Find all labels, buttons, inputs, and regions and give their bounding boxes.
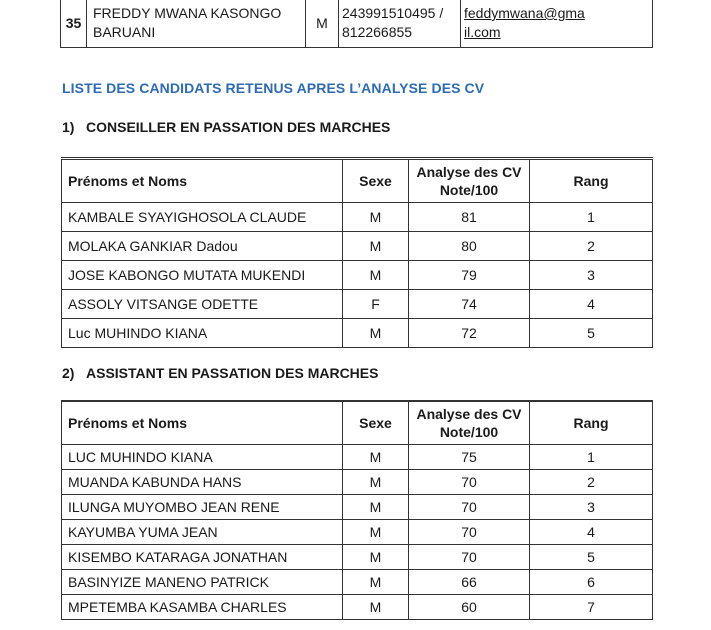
section-number: 1): [62, 119, 75, 135]
candidate-sexe: M: [343, 261, 409, 290]
candidate-rang: 5: [530, 545, 653, 570]
header-note: [409, 159, 530, 203]
header-sexe: Sexe: [343, 159, 409, 203]
phone-line: 812266855: [342, 24, 413, 40]
section-title: ASSISTANT EN PASSATION DES MARCHES: [86, 365, 379, 381]
header-rang: Rang: [530, 159, 653, 203]
candidate-sexe: M: [343, 570, 409, 595]
candidate-rang: 1: [530, 203, 653, 232]
candidate-name: ILUNGA MUYOMBO JEAN RENE: [62, 495, 343, 520]
candidate-rang: 1: [530, 445, 653, 470]
candidate-note: 70: [409, 470, 530, 495]
section-number: 2): [62, 365, 75, 381]
candidate-email[interactable]: [461, 0, 653, 48]
candidate-note: 75: [409, 445, 530, 470]
table-row: [62, 470, 653, 495]
candidate-rang: 3: [530, 261, 653, 290]
table-row: [62, 595, 653, 620]
candidate-rang: 7: [530, 595, 653, 620]
header-sexe: Sexe: [343, 401, 409, 445]
candidate-note: 81: [409, 203, 530, 232]
candidate-name: MOLAKA GANKIAR Dadou: [62, 232, 343, 261]
candidate-sexe: M: [343, 203, 409, 232]
candidate-name: [87, 0, 306, 48]
section-heading: [62, 119, 390, 135]
candidate-name: BASINYIZE MANENO PATRICK: [62, 570, 343, 595]
header-name: Prénoms et Noms: [62, 159, 343, 203]
candidate-name: KISEMBO KATARAGA JONATHAN: [62, 545, 343, 570]
header-name: Prénoms et Noms: [62, 401, 343, 445]
name-line: BARUANI: [93, 24, 156, 40]
header-note: [409, 401, 530, 445]
table-header-row: [62, 159, 653, 203]
table-header-row: [62, 401, 653, 445]
candidates-table-assistant: [61, 400, 653, 620]
candidate-sexe: M: [306, 0, 339, 48]
candidate-note: 70: [409, 545, 530, 570]
table-row: [62, 495, 653, 520]
name-line: FREDDY MWANA KASONGO: [93, 5, 282, 21]
section-title: CONSEILLER EN PASSATION DES MARCHES: [86, 119, 391, 135]
header-note-line: Note/100: [439, 182, 499, 198]
candidate-rang: 3: [530, 495, 653, 520]
candidate-note: 74: [409, 290, 530, 319]
section-heading: [62, 365, 378, 381]
candidate-sexe: M: [343, 495, 409, 520]
candidates-table-conseiller: [61, 157, 653, 348]
table-row: [62, 203, 653, 232]
candidate-sexe: M: [343, 545, 409, 570]
candidate-name: KAYUMBA YUMA JEAN: [62, 520, 343, 545]
email-line[interactable]: feddymwana@gma: [464, 5, 585, 21]
previous-candidates-table: [60, 0, 653, 48]
candidate-note: 70: [409, 495, 530, 520]
candidate-phone: [339, 0, 461, 48]
candidate-sexe: M: [343, 319, 409, 348]
candidate-note: 70: [409, 520, 530, 545]
table-row: [62, 545, 653, 570]
candidate-note: 66: [409, 570, 530, 595]
candidate-rang: 2: [530, 470, 653, 495]
table-row: [62, 261, 653, 290]
table-row: [62, 445, 653, 470]
candidate-name: JOSE KABONGO MUTATA MUKENDI: [62, 261, 343, 290]
header-note-line: Note/100: [439, 424, 499, 440]
candidate-rang: 2: [530, 232, 653, 261]
candidate-name: ASSOLY VITSANGE ODETTE: [62, 290, 343, 319]
table-row: [61, 0, 653, 48]
candidate-name: KAMBALE SYAYIGHOSOLA CLAUDE: [62, 203, 343, 232]
candidate-rang: 4: [530, 290, 653, 319]
row-number: 35: [61, 0, 87, 48]
candidate-note: 72: [409, 319, 530, 348]
candidate-name: MUANDA KABUNDA HANS: [62, 470, 343, 495]
candidate-sexe: M: [343, 520, 409, 545]
candidate-sexe: M: [343, 595, 409, 620]
candidate-rang: 5: [530, 319, 653, 348]
candidate-name: MPETEMBA KASAMBA CHARLES: [62, 595, 343, 620]
candidate-sexe: M: [343, 445, 409, 470]
candidate-rang: 6: [530, 570, 653, 595]
table-row: [62, 232, 653, 261]
table-row: [62, 290, 653, 319]
candidate-sexe: F: [343, 290, 409, 319]
table-row: [62, 570, 653, 595]
table-row: [62, 319, 653, 348]
list-title: LISTE DES CANDIDATS RETENUS APRES L’ANALYSE DES CV: [62, 80, 485, 96]
candidate-sexe: M: [343, 470, 409, 495]
candidate-name: Luc MUHINDO KIANA: [62, 319, 343, 348]
candidate-name: LUC MUHINDO KIANA: [62, 445, 343, 470]
phone-line: 243991510495 /: [342, 5, 444, 21]
candidate-note: 79: [409, 261, 530, 290]
header-rang: Rang: [530, 401, 653, 445]
header-note-line: Analyse des CV: [416, 406, 522, 422]
candidate-note: 80: [409, 232, 530, 261]
header-note-line: Analyse des CV: [416, 164, 522, 180]
email-line[interactable]: il.com: [464, 24, 501, 40]
candidate-sexe: M: [343, 232, 409, 261]
candidate-rang: 4: [530, 520, 653, 545]
table-row: [62, 520, 653, 545]
candidate-note: 60: [409, 595, 530, 620]
